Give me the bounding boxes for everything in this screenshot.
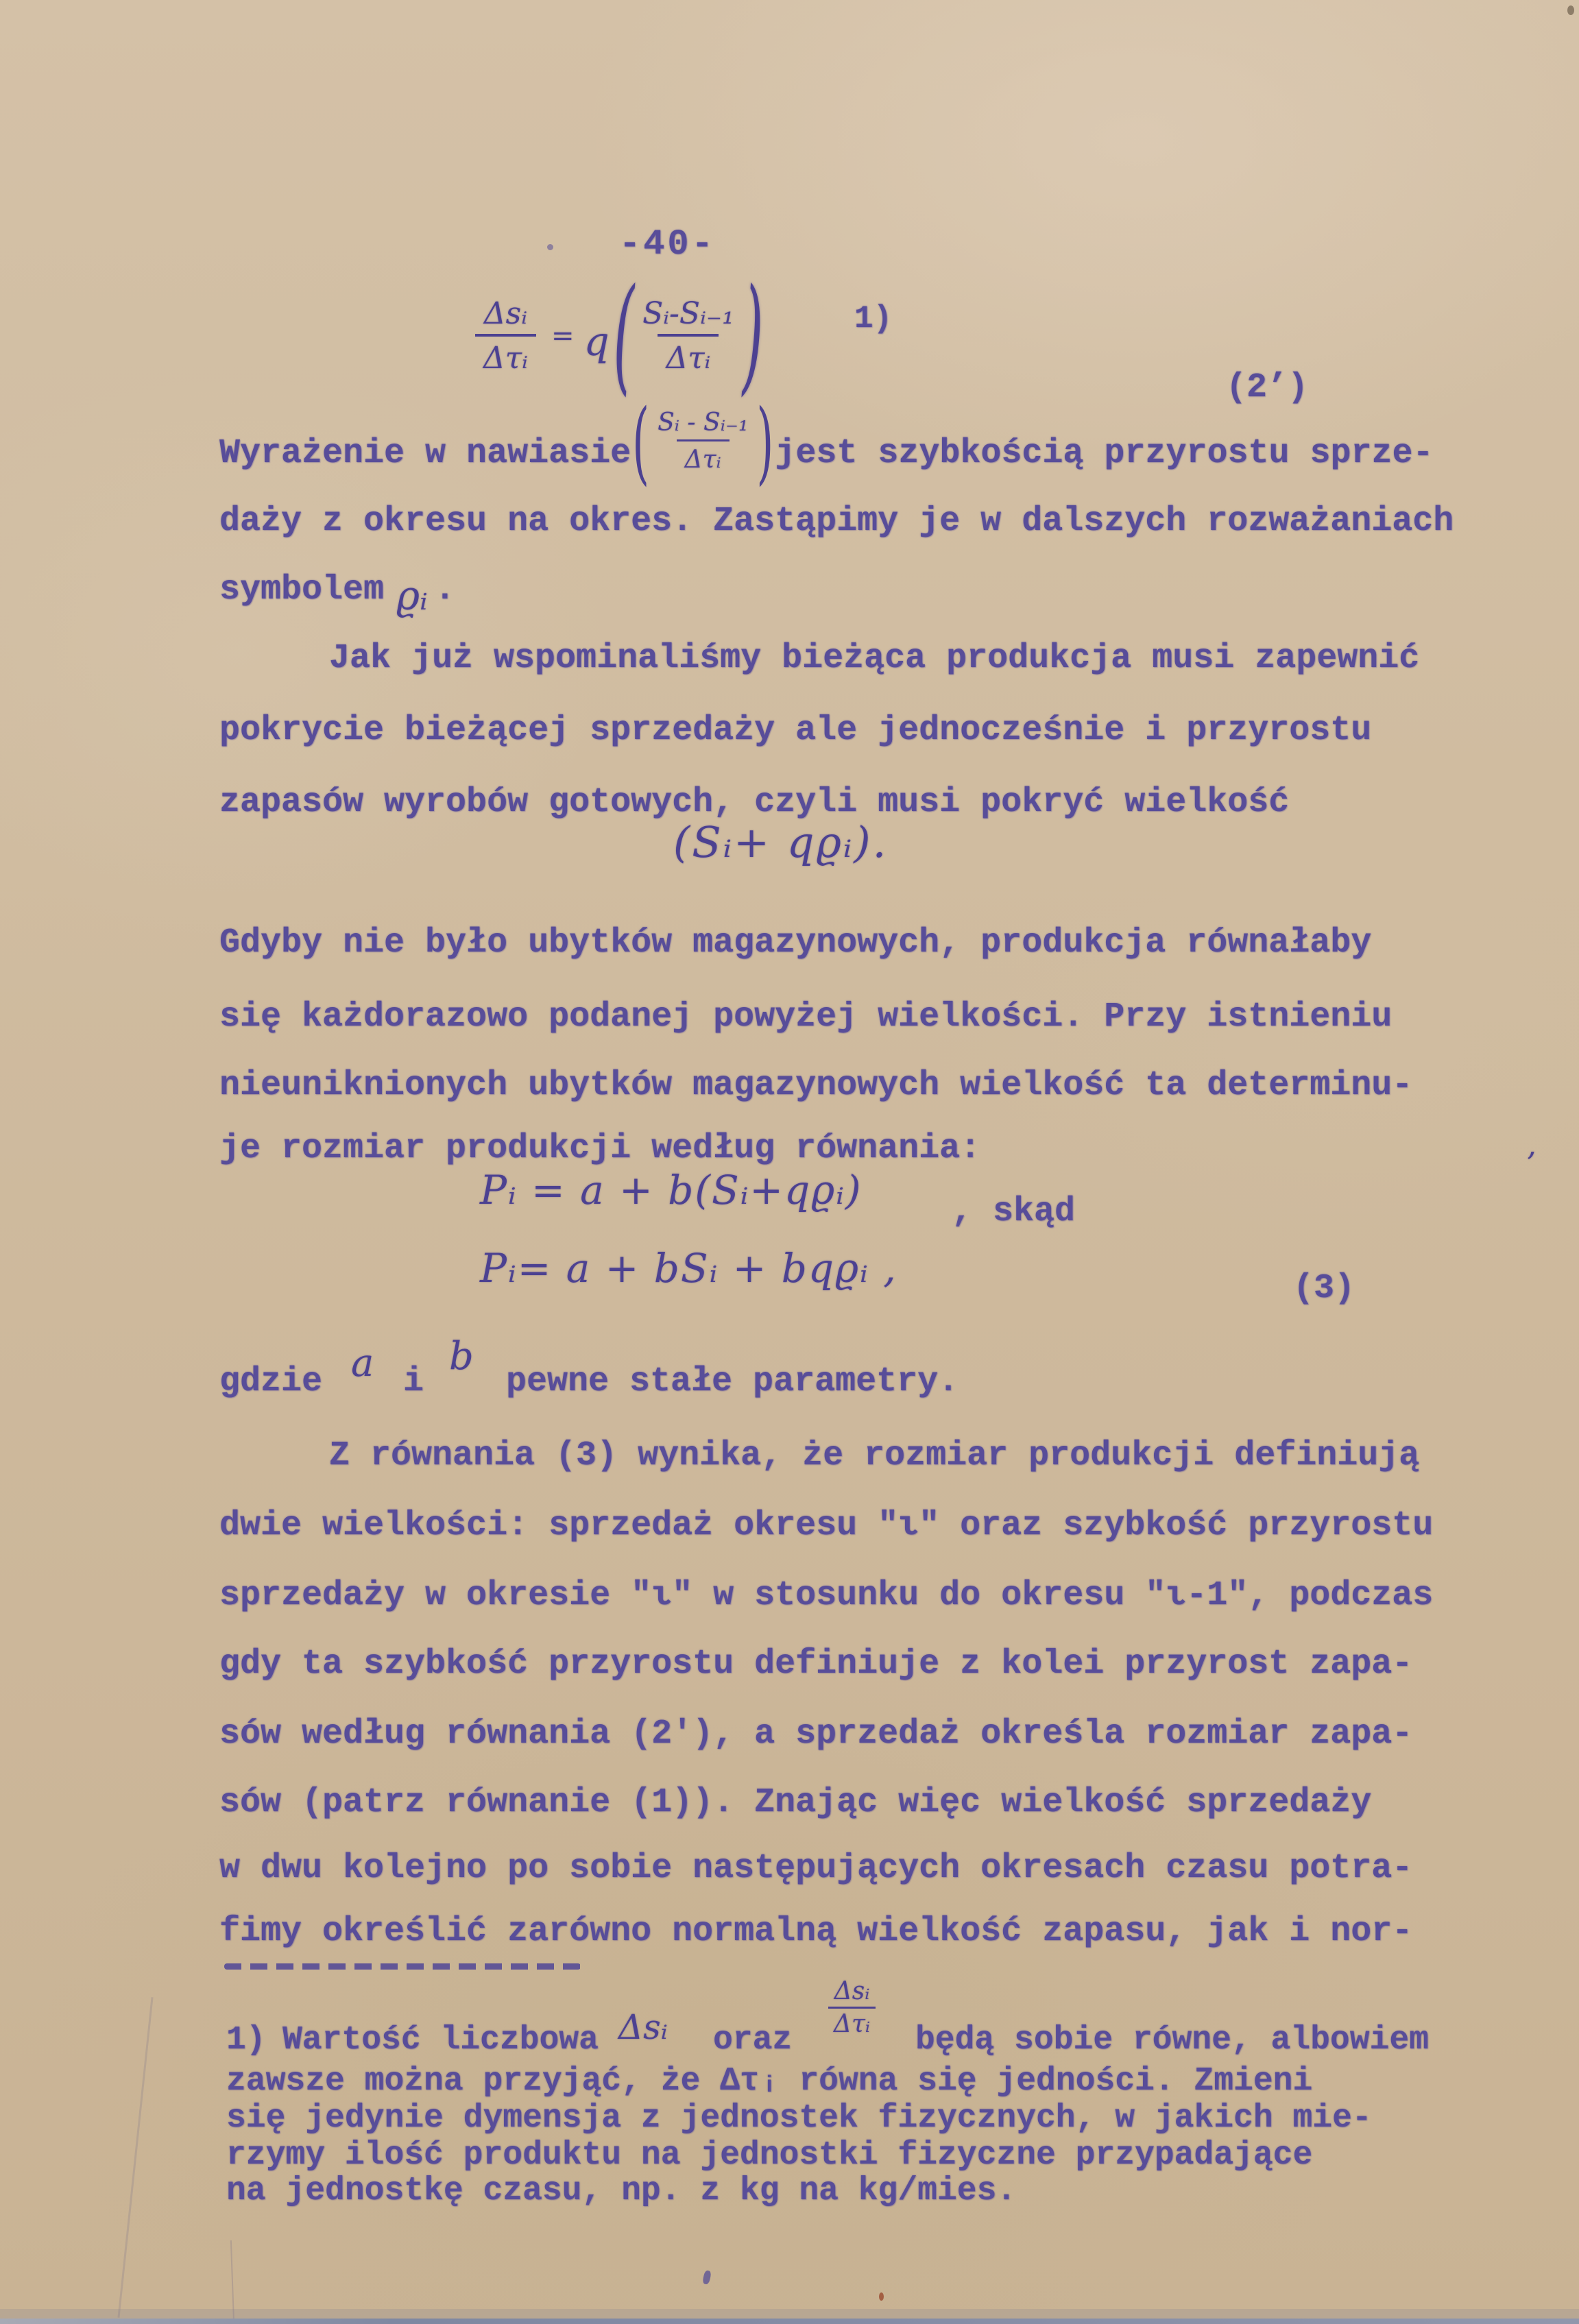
- text-line: dwie wielkości: sprzedaż okresu "ι" oraz szybkość przyrostu: [219, 1506, 1434, 1545]
- text-line: zawsze można przyjąć, że Δτᵢ równa się jedności. Zmieni: [226, 2063, 1313, 2100]
- scan-edge: [0, 2319, 1579, 2324]
- footnote-line1-mid: oraz: [713, 2022, 793, 2059]
- text-line: sów według równania (2'), a sprzedaż określa rozmiar zapa-: [219, 1715, 1413, 1754]
- footnote-reference: 1): [854, 301, 893, 337]
- parameter-b: b: [449, 1334, 474, 1379]
- edge-speck: [1567, 5, 1574, 15]
- equation-production-1: Pᵢ = a + b(Sᵢ+qϱᵢ): [480, 1167, 863, 1213]
- fraction-denominator: Δτᵢ: [828, 2007, 876, 2038]
- text-line: daży z okresu na okres. Zastąpimy je w dalszych rozważaniach: [219, 502, 1454, 541]
- footnote-marker: 1): [226, 2022, 266, 2059]
- text-line: Jak już wspominaliśmy bieżąca produkcja musi zapewnić: [329, 639, 1420, 678]
- line1-prefix: Wyrażenie w nawiasie: [219, 434, 631, 473]
- fraction-numerator: Δsᵢ: [834, 1977, 870, 2005]
- fraction-numerator: Sᵢ - Sᵢ₋₁: [658, 409, 749, 437]
- period: .: [434, 570, 455, 609]
- rho-symbol: ϱᵢ: [396, 572, 428, 619]
- fraction-denominator: Δτᵢ: [658, 334, 719, 376]
- scan-edge-shadow: [0, 2309, 1579, 2319]
- gdzie-conjunction: i: [403, 1362, 424, 1401]
- text-line: rzymy ilość produktu na jednostki fizyczne przypadające: [226, 2137, 1313, 2174]
- text-line: Z równania (3) wynika, że rozmiar produkcji definiują: [329, 1436, 1420, 1475]
- text-line: się każdorazowo podanej powyżej wielkości. Przy istnieniu: [219, 997, 1393, 1037]
- parameter-a: a: [351, 1341, 374, 1385]
- inline-fraction: [652, 409, 754, 474]
- left-parenthesis: (: [632, 391, 650, 496]
- footnote-line1-suffix: będą sobie równe, albowiem: [915, 2022, 1429, 2059]
- text-line: nieuniknionych ubytków magazynowych wielkość ta determinu-: [219, 1066, 1413, 1105]
- text-line: na jednostkę czasu, np. z kg na kg/mies.: [226, 2172, 1017, 2210]
- right-parenthesis: ): [756, 391, 774, 496]
- equation-stock-coverage: (Sᵢ+ qϱᵢ).: [673, 817, 889, 867]
- text-line: fimy określić zarówno normalną wielkość zapasu, jak i nor-: [219, 1912, 1413, 1951]
- text-line: sprzedaży w okresie "ι" w stosunku do okresu "ι-1", podczas: [219, 1576, 1434, 1615]
- text-line: w dwu kolejno po sobie następujących okresach czasu potra-: [219, 1849, 1413, 1888]
- right-parenthesis: ): [742, 263, 764, 409]
- footnote-fraction: [828, 1977, 876, 2038]
- coefficient-q: q: [583, 318, 610, 365]
- left-parenthesis: (: [613, 263, 635, 409]
- text-line: zapasów wyrobów gotowych, czyli musi pokryć wielkość: [219, 783, 1290, 822]
- ink-speck: [547, 244, 553, 250]
- equation-derivative: [475, 263, 766, 409]
- fraction-lhs: [475, 296, 536, 376]
- equation-label-2prime: (2’): [1226, 368, 1309, 407]
- fraction-numerator: Δsᵢ: [483, 296, 528, 331]
- text-line-with-fraction: [219, 391, 1434, 496]
- footnote-separator: [224, 1963, 581, 1970]
- red-speck: [879, 2292, 884, 2301]
- line1-suffix: jest szybkością przyrostu sprze-: [775, 434, 1434, 473]
- footnote-line1-prefix: Wartość liczbowa: [282, 2022, 599, 2059]
- text-line: się jedynie dymensja z jednostek fizycznych, w jakich mie-: [226, 2100, 1372, 2137]
- text-line: pokrycie bieżącej sprzedaży ale jednocześnie i przyrostu: [219, 711, 1372, 750]
- ink-speck: [702, 2270, 712, 2285]
- fraction-denominator: Δτᵢ: [475, 334, 536, 376]
- text-line-symbolem: [219, 571, 455, 618]
- text-line: je rozmiar produkcji według równania:: [219, 1129, 981, 1168]
- text-line: gdy ta szybkość przyrostu definiuje z kolei przyrost zapa-: [219, 1645, 1413, 1684]
- symbolem-label: symbolem: [219, 570, 385, 609]
- fraction-numerator: Sᵢ-Sᵢ₋₁: [642, 296, 734, 331]
- page-number: -40-: [619, 224, 716, 265]
- equation-label-3: (3): [1293, 1269, 1355, 1308]
- text-line: sów (patrz równanie (1)). Znając więc wielkość sprzedaży: [219, 1783, 1372, 1822]
- fraction-rhs: [637, 296, 740, 376]
- fraction-denominator: Δτᵢ: [677, 439, 730, 474]
- paper-crease: [117, 1997, 153, 2318]
- delta-s-symbol: Δsᵢ: [618, 2007, 668, 2047]
- gdzie-suffix: pewne stałe parametry.: [506, 1362, 959, 1401]
- equation-1-tail: , skąd: [952, 1192, 1076, 1231]
- equation-production-2: Pᵢ= a + bSᵢ + bqϱᵢ ,: [480, 1245, 897, 1292]
- text-line: Gdyby nie było ubytków magazynowych, produkcja równałaby: [219, 923, 1372, 963]
- stray-ink-tick: ’: [1526, 1146, 1536, 1181]
- equals-sign: =: [551, 320, 575, 352]
- gdzie-prefix: gdzie: [219, 1362, 323, 1401]
